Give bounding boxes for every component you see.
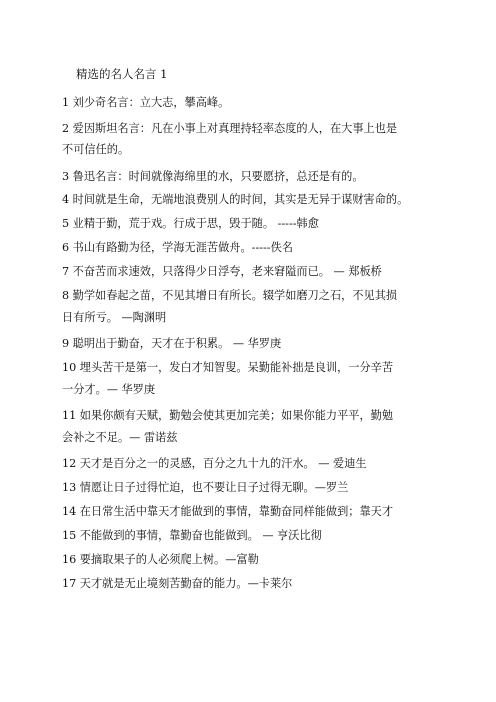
quote-line: 7 不奋苦而求速效，只落得少日浮夸，老来窘隘而已。 — 郑板桥 — [62, 265, 382, 278]
quote-line: 3 鲁迅名言：时间就像海绵里的水，只要愿挤，总还是有的。 — [62, 170, 364, 183]
quote-line: 不可信任的。 — [62, 143, 130, 156]
quote-line: 13 情愿让日子过得忙迫，也不要让日子过得无聊。—罗兰 — [62, 481, 349, 494]
document-title: 精选的名人名言 1 — [76, 67, 168, 81]
quote-line: 2 爱因斯坦名言：凡在小事上对真理持轻率态度的人，在大事上也是 — [62, 122, 398, 135]
quote-line: 一分才。— 华罗庚 — [62, 383, 156, 396]
quote-line: 6 书山有路勤为径，学海无涯苦做舟。-----佚名 — [62, 241, 293, 254]
quote-line: 12 天才是百分之一的灵感，百分之九十九的汗水。 — 爱迪生 — [62, 457, 367, 470]
quote-line: 8 勤学如春起之苗，不见其增日有所长。辍学如磨刀之石，不见其损 — [62, 289, 398, 302]
quote-line: 15 不能做到的事情，靠勤奋也能做到。 — 亨沃比彻 — [62, 529, 322, 542]
quote-line: 17 天才就是无止境刻苦勤奋的能力。—卡莱尔 — [62, 577, 293, 590]
quote-line: 16 要摘取果子的人必须爬上树。—富勒 — [62, 553, 259, 566]
quote-line: 10 埋头苦干是第一，发白才知智叟。呆勤能补拙是良训，一分辛苦 — [62, 361, 394, 374]
quote-line: 日有所亏。 —陶渊明 — [62, 311, 167, 324]
quote-line: 会补之不足。— 雷诺兹 — [62, 431, 178, 444]
quote-line: 9 聪明出于勤奋，天才在于积累。 — 华罗庚 — [62, 337, 282, 350]
quote-line: 4 时间就是生命，无端地浪费别人的时间，其实是无异于谋财害命的。 — [62, 193, 409, 206]
quote-line: 1 刘少奇名言：立大志，攀高峰。 — [62, 96, 230, 109]
quote-line: 11 如果你颇有天赋，勤勉会使其更加完美；如果你能力平平，勤勉 — [62, 409, 394, 422]
quote-line: 5 业精于勤，荒于戏。行成于思，毁于随。 -----韩愈 — [62, 217, 319, 230]
quote-line: 14 在日常生活中靠天才能做到的事情，靠勤奋同样能做到；靠天才 — [62, 505, 394, 518]
